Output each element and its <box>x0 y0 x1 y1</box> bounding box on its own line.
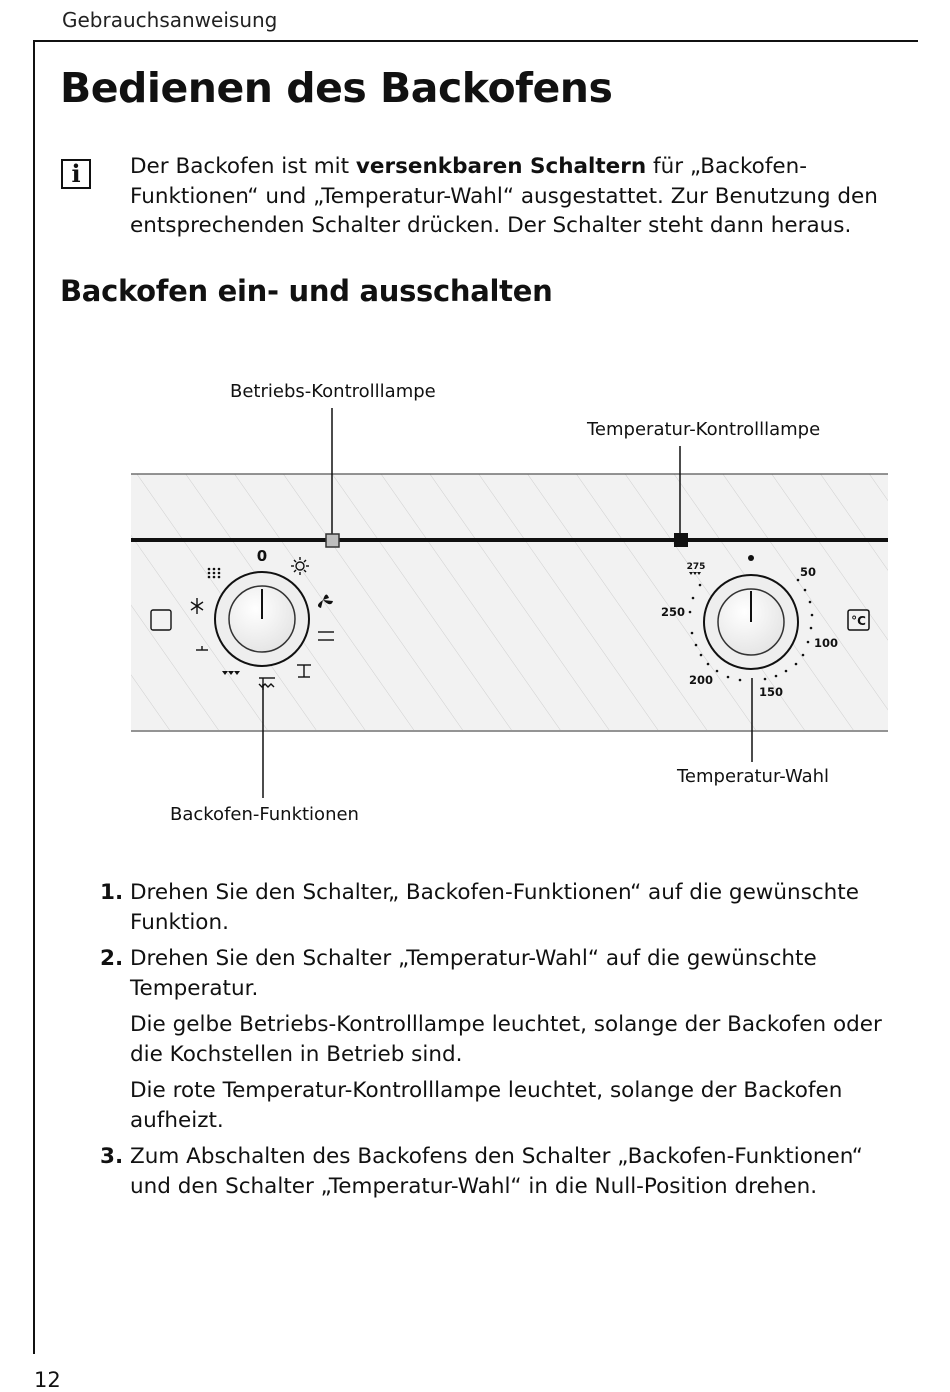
instruction-steps <box>96 878 896 1208</box>
step-number: 1. <box>100 880 124 905</box>
temp-scale-200: 200 <box>688 673 714 687</box>
step-text: Drehen Sie den Schalter „Temperatur-Wahl“ auf die gewünschte Temperatur. <box>130 946 817 1001</box>
section-heading: Backofen ein- und ausschalten <box>60 274 553 308</box>
page-number: 12 <box>34 1368 61 1392</box>
info-text-bold: versenkbaren Schaltern <box>355 154 647 179</box>
step-note-operation-lamp: Die gelbe Betriebs-Kontrolllampe leuchtet, solange der Backofen oder die Kochstellen in Betrieb sind. <box>130 1012 882 1067</box>
step-3 <box>96 1142 896 1201</box>
temperature-indicator-lamp <box>674 533 688 547</box>
celsius-symbol-text: °C <box>851 614 866 628</box>
page-title: Bedienen des Backofens <box>60 64 613 112</box>
oven-function-knob <box>215 572 309 666</box>
label-operation-lamp: Betriebs-Kontrolllampe <box>230 381 436 402</box>
grill-icon <box>222 671 240 675</box>
grill-dots-icon <box>208 568 221 579</box>
info-text-end: für „Backofen-Funktionen“ und „Temperatur-Wahl“ ausgestattet. Zur Benutzung den entsprechenden Schalter drücken. Der Schalter steht dann heraus. <box>130 154 878 238</box>
step-text: Zum Abschalten des Backofens den Schalter „Backofen-Funktionen“ und den Schalter „Temperatur-Wahl“ in die Null-Position drehen. <box>130 1144 863 1199</box>
temp-scale-50: 50 <box>799 565 817 579</box>
step-note-temperature-lamp: Die rote Temperatur-Kontrolllampe leuchtet, solange der Backofen aufheizt. <box>130 1078 843 1133</box>
temp-scale-150: 150 <box>758 685 784 699</box>
function-zero-mark: 0 <box>256 547 268 565</box>
label-temperature-select: Temperatur-Wahl <box>677 766 830 787</box>
info-text-start: Der Backofen ist mit <box>130 154 356 179</box>
temp-scale-250: 250 <box>660 605 686 619</box>
info-icon: i <box>61 159 91 189</box>
step-text: Drehen Sie den Schalter„ Backofen-Funktionen“ auf die gewünschte Funktion. <box>130 880 859 935</box>
label-temperature-lamp: Temperatur-Kontrolllampe <box>587 419 821 440</box>
step-number: 3. <box>100 1144 124 1169</box>
operation-indicator-lamp <box>326 534 339 547</box>
temp-275-grill-icon <box>689 572 701 575</box>
temp-scale-100: 100 <box>813 636 839 650</box>
header-title: Gebrauchsanweisung <box>62 8 278 32</box>
step-number: 2. <box>100 946 124 971</box>
label-oven-functions: Backofen-Funktionen <box>170 804 359 825</box>
step-2 <box>96 944 896 1135</box>
temp-scale-275: 275 <box>686 562 706 572</box>
step-1 <box>96 878 896 937</box>
